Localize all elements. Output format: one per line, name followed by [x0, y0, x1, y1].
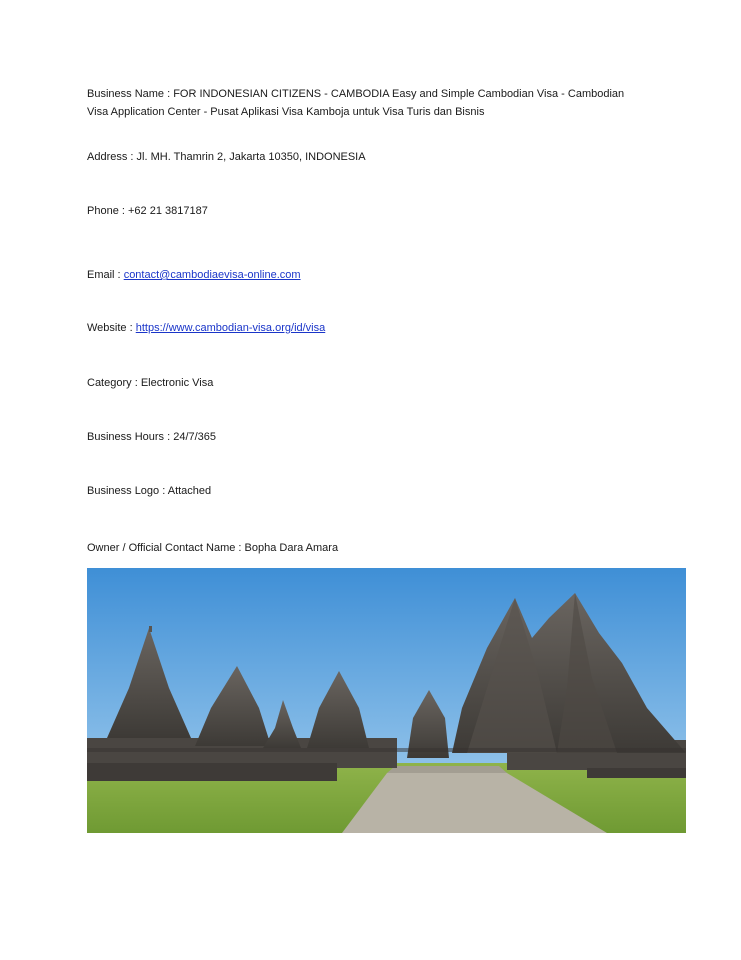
- business-hours-line: [87, 428, 667, 446]
- business-logo-value: Attached: [167, 485, 212, 497]
- business-hours-label: Business Hours :: [87, 431, 174, 443]
- email-line: [87, 266, 667, 284]
- business-logo-line: [87, 482, 667, 500]
- business-name-line-2: [87, 103, 667, 121]
- temple-photo: [87, 568, 686, 833]
- phone-line: [87, 202, 667, 220]
- category-value: Electronic Visa: [140, 377, 214, 389]
- owner-value: Bopha Dara Amara: [244, 542, 339, 554]
- website-line: [87, 319, 667, 337]
- address-label: Address :: [87, 151, 137, 163]
- category-line: [87, 374, 667, 392]
- business-logo-label: Business Logo :: [87, 485, 168, 497]
- email-label: Email :: [87, 269, 124, 281]
- website-link[interactable]: https://www.cambodian-visa.org/id/visa: [135, 322, 326, 334]
- category-label: Category :: [87, 377, 141, 389]
- phone-label: Phone :: [87, 205, 128, 217]
- business-name-line-1: [87, 85, 667, 103]
- address-line: [87, 148, 667, 166]
- business-name-value-cont: Visa Application Center - Pusat Aplikasi Visa Kamboja untuk Visa Turis dan Bisnis: [87, 106, 485, 118]
- phone-value: +62 21 3817187: [127, 205, 208, 217]
- business-name-label: Business Name :: [87, 88, 174, 100]
- website-label: Website :: [87, 322, 136, 334]
- address-value: Jl. MH. Thamrin 2, Jakarta 10350, INDONESIA: [136, 151, 366, 163]
- business-name-value: FOR INDONESIAN CITIZENS - CAMBODIA Easy and Simple Cambodian Visa - Cambodian: [173, 88, 625, 100]
- owner-label: Owner / Official Contact Name :: [87, 542, 245, 554]
- email-link[interactable]: contact@cambodiaevisa-online.com: [123, 269, 301, 281]
- business-hours-value: 24/7/365: [173, 431, 217, 443]
- owner-line: [87, 539, 667, 557]
